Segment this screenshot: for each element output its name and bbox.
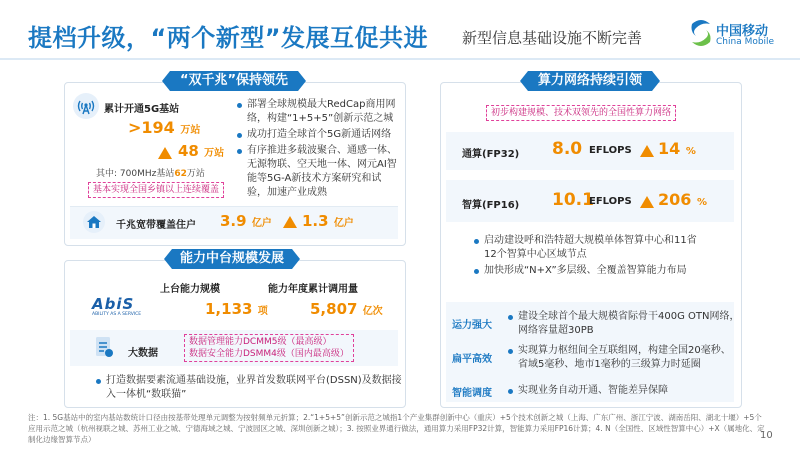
growth-up-icon <box>640 196 654 208</box>
700mhz-suffix: 万站 <box>186 169 205 179</box>
bullet-item <box>237 128 397 142</box>
bullet-text: 部署全球规模最大RedCap商用网络，构建“1+5+5”创新示范之城 <box>247 99 396 124</box>
bullet-item <box>474 264 732 278</box>
capability-calls-number: 5,807 <box>310 300 358 318</box>
side-label-capacity: 运力强大 <box>452 320 492 331</box>
side-label-scheduling: 智能调度 <box>452 388 492 399</box>
general-compute-growth-unit: % <box>685 146 696 157</box>
bullet-text: 加快形成“N+X”多层级、全覆盖智算能力布局 <box>484 265 687 276</box>
gigabit-label: 千兆宽带覆盖住户 <box>116 220 196 231</box>
side-label-efficiency: 扁平高效 <box>452 354 492 365</box>
abis-logo-subtext: ABILITY AS A SERVICE <box>92 312 142 317</box>
general-compute-growth-number: 14 <box>658 139 681 158</box>
5g-station-label: 累计开通5G基站 <box>104 104 180 115</box>
intelligent-compute-growth-number: 206 <box>658 190 692 209</box>
5g-station-unit: 万站 <box>180 125 201 136</box>
bullet-text: 成功打造全球首个5G新通话网络 <box>247 129 392 140</box>
general-compute-value: 8.0 <box>552 139 583 159</box>
logo-text-en: China Mobile <box>716 37 775 47</box>
capability-calls-value <box>310 300 383 318</box>
bullet-dot <box>96 379 101 384</box>
gigabit-value <box>220 212 272 230</box>
intelligent-compute-growth <box>658 190 707 209</box>
gigabit-growth-unit: 亿户 <box>333 218 354 229</box>
china-mobile-logo-icon <box>688 18 714 48</box>
database-icon <box>92 334 116 360</box>
capability-calls-unit: 亿次 <box>362 306 383 317</box>
capability-count-value <box>205 300 268 318</box>
bullet-dot <box>508 315 513 320</box>
bigdata-cert-box <box>184 334 354 362</box>
capability-count-number: 1,133 <box>205 300 253 318</box>
bullet-dot <box>237 149 242 154</box>
bullet-text: 启动建设呼和浩特超大规模单体智算中心和11省 <box>484 235 697 246</box>
intelligent-compute-value: 10.1 <box>552 190 594 210</box>
gigabit-unit: 亿户 <box>251 218 272 229</box>
logo-text-cn: 中国移动 <box>716 24 769 39</box>
bigdata-bullet-text: 打造数据要素流通基础设施，业界首发数联网平台(DSSN)及数据接入一体机“数联猫” <box>106 375 402 400</box>
gigabit-growth-number: 1.3 <box>302 212 329 230</box>
capability-count-unit: 项 <box>257 306 268 317</box>
compute-network-badge: 初步构建规模、技术双领先的全国性算力网络 <box>486 105 676 121</box>
page-title: 提档升级，“两个新型”发展互促共进 <box>28 24 429 52</box>
header-divider <box>0 58 800 60</box>
capability-platform-tab: 能力中台规模发展 <box>172 249 292 269</box>
5g-station-number: >194 <box>128 118 175 137</box>
bigdata-label: 大数据 <box>128 348 158 359</box>
side-item-text: 实现算力枢纽间全互联组网，构建全国20毫秒、省域5毫秒、地市1毫秒的三级算力时延圈 <box>518 345 731 370</box>
compute-bullets <box>474 234 732 278</box>
bullet-dot <box>237 103 242 108</box>
general-compute-unit: EFLOPS <box>589 145 632 156</box>
intelligent-compute-growth-unit: % <box>696 197 708 208</box>
bullet-dot <box>474 269 479 274</box>
700mhz-prefix: 其中: 700MHz基站 <box>96 169 175 179</box>
rural-coverage-badge: 基本实现全国乡镇以上连续覆盖 <box>88 182 224 198</box>
700mhz-value: 62 <box>174 169 187 179</box>
bullet-item <box>237 144 397 200</box>
bullet-dot <box>508 349 513 354</box>
general-compute-growth <box>658 139 696 158</box>
bullet-item <box>474 234 732 262</box>
bigdata-bullet <box>96 374 402 402</box>
abis-logo-text: AbiS <box>92 295 135 313</box>
5g-station-value <box>128 118 200 137</box>
capability-calls-label: 能力年度累计调用量 <box>268 284 358 295</box>
5g-station-growth-number: 48 <box>178 142 199 160</box>
side-item-text: 建设全球首个最大规模省际骨干400G OTN网络，网络容量超30PB <box>518 311 740 336</box>
growth-up-icon <box>283 216 297 228</box>
gigabit-growth <box>302 212 354 230</box>
gigabit-number: 3.9 <box>220 212 247 230</box>
dcmm-cert: 数据管理能力DCMM5级（最高级） <box>189 337 332 347</box>
side-item-text: 实现业务自动开通、智能差异保障 <box>518 385 668 396</box>
bullet-text: 12个智算中心区域节点 <box>484 249 587 260</box>
side-item-efficiency <box>508 344 740 372</box>
house-icon <box>82 210 106 234</box>
bullet-text: 有序推进多载波聚合、通感一体、无源物联、空天地一体、网元AI智能等5G-A新技术方案研究和试验，加速产业成熟 <box>247 145 397 198</box>
antenna-icon <box>72 92 100 120</box>
abis-logo <box>92 296 152 322</box>
dual-gigabit-tab: “双千兆”保持领先 <box>170 71 298 91</box>
capability-count-label: 上台能力规模 <box>160 284 220 295</box>
intelligent-compute-label: 智算(FP16) <box>462 200 520 211</box>
compute-network-tab: 算力网络持续引领 <box>528 71 652 91</box>
general-compute-label: 通算(FP32) <box>462 149 520 160</box>
bullet-dot <box>237 133 242 138</box>
side-item-capacity <box>508 310 740 338</box>
footnote: 注：1. 5G基站中的室内基站数统计口径由按基带处理单元调整为按射频单元折算；2.“1+5+5”创新示范之城指1个产业集群创新中心（重庆）+5个技术创新之城（上海、广东广州、浙江宁波、湖南岳阳、湖北十堰）+5个应用示范之城（杭州视联之城、苏州工业之城、宁德海域之城、宁波园区之城、深圳创新之城）；3. 按照业界通行做法，通用算力采用FP32计算，智能算力采用FP16计算；4. N（全国性、区域性智算中心）+X（属地化、定制化边缘智算节点） <box>28 413 765 444</box>
bullet-dot <box>474 239 479 244</box>
growth-up-icon <box>158 147 172 159</box>
dsmm-cert: 数据安全能力DSMM4级（国内最高级） <box>189 349 349 359</box>
growth-up-icon <box>640 145 654 157</box>
intelligent-compute-unit: EFLOPS <box>589 196 632 207</box>
5g-station-growth-unit: 万站 <box>204 148 225 159</box>
bullet-item <box>237 98 397 126</box>
700mhz-note <box>96 166 205 179</box>
left-top-bullets <box>237 98 397 200</box>
side-item-scheduling <box>508 384 740 398</box>
page-number: 10 <box>760 430 773 441</box>
5g-station-growth <box>178 142 224 160</box>
bullet-dot <box>508 389 513 394</box>
page-subtitle: 新型信息基础设施不断完善 <box>462 29 643 47</box>
